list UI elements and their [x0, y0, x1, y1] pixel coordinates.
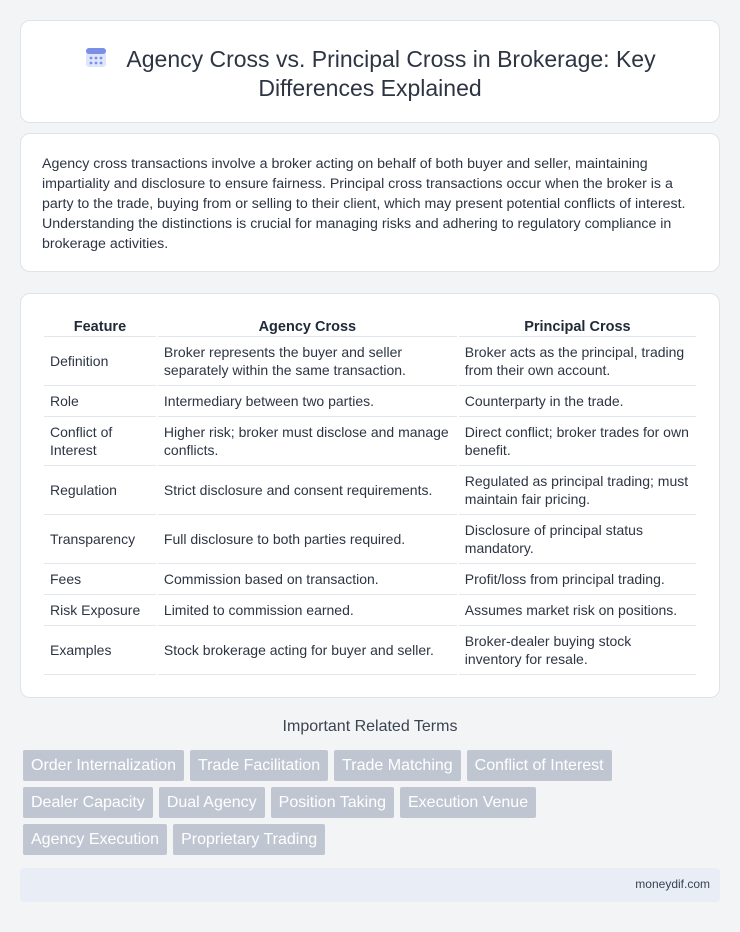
agency-cell: Strict disclosure and consent requirements.: [158, 466, 457, 515]
feature-cell: Transparency: [44, 515, 156, 564]
table-row: [44, 417, 696, 466]
tag-proprietary-trading[interactable]: Proprietary Trading: [173, 824, 325, 855]
tag-agency-execution[interactable]: Agency Execution: [23, 824, 167, 855]
header-principal-cross: Principal Cross: [459, 314, 696, 337]
table-row: [44, 386, 696, 417]
header-feature: Feature: [44, 314, 156, 337]
principal-cell: Profit/loss from principal trading.: [459, 564, 696, 595]
principal-cell: Assumes market risk on positions.: [459, 595, 696, 626]
related-terms-list: [23, 750, 643, 861]
tag-position-taking[interactable]: Position Taking: [271, 787, 394, 818]
tag-trade-matching[interactable]: Trade Matching: [334, 750, 461, 781]
footer-site-link[interactable]: moneydif.com: [635, 877, 710, 891]
calendar-icon: [84, 45, 108, 69]
table-row: [44, 337, 696, 386]
agency-cell: Stock brokerage acting for buyer and seller.: [158, 626, 457, 675]
feature-cell: Examples: [44, 626, 156, 675]
feature-cell: Regulation: [44, 466, 156, 515]
footer-bar: [20, 868, 720, 902]
comparison-table: [42, 314, 698, 675]
feature-cell: Fees: [44, 564, 156, 595]
principal-cell: Regulated as principal trading; must maintain fair pricing.: [459, 466, 696, 515]
table-row: [44, 595, 696, 626]
page-title: [21, 45, 719, 103]
feature-cell: Risk Exposure: [44, 595, 156, 626]
principal-cell: Counterparty in the trade.: [459, 386, 696, 417]
agency-cell: Limited to commission earned.: [158, 595, 457, 626]
principal-cell: Broker acts as the principal, trading from their own account.: [459, 337, 696, 386]
feature-cell: Definition: [44, 337, 156, 386]
tag-execution-venue[interactable]: Execution Venue: [400, 787, 536, 818]
header-agency-cross: Agency Cross: [158, 314, 457, 337]
table-row: [44, 564, 696, 595]
title-card: [20, 20, 720, 123]
table-header-row: [44, 314, 696, 337]
tag-dealer-capacity[interactable]: Dealer Capacity: [23, 787, 153, 818]
intro-paragraph: Agency cross transactions involve a broker acting on behalf of both buyer and seller, maintaining impartiality and disclosure to ensure fairness. Principal cross transactions occur when the broker is a party to the trade, buying from or selling to their client, which may present potential conflicts of interest. Understanding the distinctions is crucial for managing risks and adhering to regulatory compliance in brokerage activities.: [42, 156, 686, 252]
agency-cell: Broker represents the buyer and seller separately within the same transaction.: [158, 337, 457, 386]
principal-cell: Disclosure of principal status mandatory.: [459, 515, 696, 564]
feature-cell: Role: [44, 386, 156, 417]
tag-trade-facilitation[interactable]: Trade Facilitation: [190, 750, 328, 781]
agency-cell: Higher risk; broker must disclose and manage conflicts.: [158, 417, 457, 466]
tag-dual-agency[interactable]: Dual Agency: [159, 787, 265, 818]
title-line-2: Differences Explained: [258, 75, 482, 101]
related-terms-title: Important Related Terms: [282, 718, 458, 735]
intro-card: [20, 133, 720, 272]
agency-cell: Intermediary between two parties.: [158, 386, 457, 417]
agency-cell: Commission based on transaction.: [158, 564, 457, 595]
comparison-card: [20, 293, 720, 698]
feature-cell: Conflict of Interest: [44, 417, 156, 466]
table-row: [44, 626, 696, 675]
tag-conflict-of-interest[interactable]: Conflict of Interest: [467, 750, 612, 781]
principal-cell: Broker-dealer buying stock inventory for resale.: [459, 626, 696, 675]
tag-order-internalization[interactable]: Order Internalization: [23, 750, 184, 781]
agency-cell: Full disclosure to both parties required.: [158, 515, 457, 564]
title-line-1: Agency Cross vs. Principal Cross in Brokerage: Key: [126, 46, 656, 72]
table-row: [44, 466, 696, 515]
table-row: [44, 515, 696, 564]
principal-cell: Direct conflict; broker trades for own benefit.: [459, 417, 696, 466]
